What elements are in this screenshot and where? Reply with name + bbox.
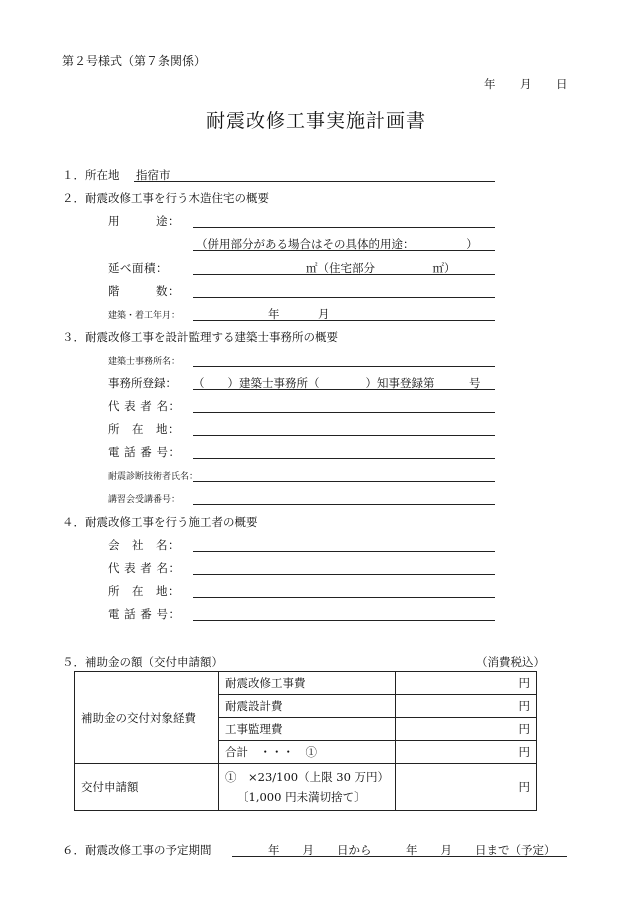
office-name-field[interactable] bbox=[193, 366, 495, 367]
registration-value: （ ）建築士事務所（ ）知事登録第 号 bbox=[193, 376, 481, 390]
usage-field[interactable] bbox=[193, 227, 495, 228]
built-year: 年 bbox=[268, 307, 280, 321]
location-line bbox=[134, 181, 495, 182]
contractor-representative-label: 代 表 者 名： bbox=[108, 561, 181, 575]
table-row bbox=[75, 672, 537, 695]
section2-label: ２．耐震改修工事を行う木造住宅の概要 bbox=[62, 191, 269, 205]
cost-item-design: 耐震設計費 bbox=[219, 695, 396, 718]
office-representative-label: 代 表 者 名： bbox=[108, 399, 181, 413]
section3-label: ３．耐震改修工事を設計監理する建築士事務所の概要 bbox=[62, 330, 338, 344]
cost-amount-supervision[interactable]: 円 bbox=[396, 718, 537, 741]
built-label: 建築・着工年月： bbox=[108, 311, 181, 321]
eligible-cost-label: 補助金の交付対象経費 bbox=[75, 672, 219, 764]
tax-note: （消費税込） bbox=[476, 655, 545, 669]
cost-item-seismic-work: 耐震改修工事費 bbox=[219, 672, 396, 695]
usage-note-line bbox=[193, 250, 495, 251]
office-address-field[interactable] bbox=[193, 435, 495, 436]
office-name-label: 建築士事務所名： bbox=[108, 357, 181, 367]
application-amount-label: 交付申請額 bbox=[75, 764, 219, 811]
office-phone-label: 電 話 番 号： bbox=[108, 445, 181, 459]
floor-area-field[interactable] bbox=[193, 274, 495, 275]
cost-amount-total[interactable]: 円 bbox=[396, 741, 537, 764]
cost-amount-seismic-work[interactable]: 円 bbox=[396, 672, 537, 695]
diagnostician-label: 耐震診断技術者氏名： bbox=[108, 472, 199, 482]
course-number-label: 講習会受講番号： bbox=[108, 495, 181, 505]
floor-area-label: 延べ面積： bbox=[108, 261, 168, 275]
company-field[interactable] bbox=[193, 551, 495, 552]
company-label: 会 社 名： bbox=[108, 538, 180, 552]
cost-amount-design[interactable]: 円 bbox=[396, 695, 537, 718]
section5-label: ５．補助金の額（交付申請額） bbox=[62, 655, 223, 669]
application-formula bbox=[219, 764, 396, 811]
floor-area-unit: ㎡（住宅部分 ㎡） bbox=[306, 261, 456, 275]
table-row bbox=[75, 764, 537, 811]
section1-label: １．所在地 bbox=[62, 168, 120, 182]
formula-line2: 〔1,000 円未満切捨て〕 bbox=[237, 790, 366, 804]
period-text: 年 月 日から 年 月 日まで（予定） bbox=[268, 843, 556, 857]
office-representative-field[interactable] bbox=[193, 412, 495, 413]
section6-label: ６．耐震改修工事の予定期間 bbox=[62, 843, 212, 857]
location-value[interactable]: 指宿市 bbox=[136, 168, 171, 182]
built-month: 月 bbox=[318, 307, 330, 321]
floors-field[interactable] bbox=[193, 297, 495, 298]
contractor-address-label: 所 在 地： bbox=[108, 584, 180, 598]
date-month: 月 bbox=[520, 77, 532, 91]
office-address-label: 所 在 地： bbox=[108, 422, 180, 436]
cost-item-supervision: 工事監理費 bbox=[219, 718, 396, 741]
form-number: 第２号様式（第７条関係） bbox=[62, 54, 207, 68]
contractor-representative-field[interactable] bbox=[193, 574, 495, 575]
usage-note: （併用部分がある場合はその具体的用途： ） bbox=[196, 237, 478, 251]
page-title: 耐震改修工事実施計画書 bbox=[206, 110, 427, 132]
cost-item-total: 合計 ・・・ ① bbox=[219, 741, 396, 764]
usage-label: 用 途： bbox=[108, 214, 180, 228]
period-field[interactable] bbox=[232, 856, 567, 857]
formula-line1: ① ×23/100（上限 30 万円） bbox=[225, 770, 390, 784]
course-number-field[interactable] bbox=[193, 504, 495, 505]
section4-label: ４．耐震改修工事を行う施工者の概要 bbox=[62, 515, 258, 529]
date-year: 年 bbox=[484, 77, 496, 91]
contractor-phone-label: 電 話 番 号： bbox=[108, 607, 181, 621]
floors-label: 階 数： bbox=[108, 284, 180, 298]
application-amount[interactable]: 円 bbox=[396, 764, 537, 811]
registration-label: 事務所登録： bbox=[108, 376, 177, 390]
contractor-phone-field[interactable] bbox=[193, 620, 495, 621]
registration-field[interactable] bbox=[193, 389, 495, 390]
diagnostician-field[interactable] bbox=[193, 481, 495, 482]
date-day: 日 bbox=[556, 77, 568, 91]
built-field[interactable] bbox=[193, 320, 495, 321]
contractor-address-field[interactable] bbox=[193, 597, 495, 598]
subsidy-table bbox=[74, 671, 537, 811]
office-phone-field[interactable] bbox=[193, 458, 495, 459]
